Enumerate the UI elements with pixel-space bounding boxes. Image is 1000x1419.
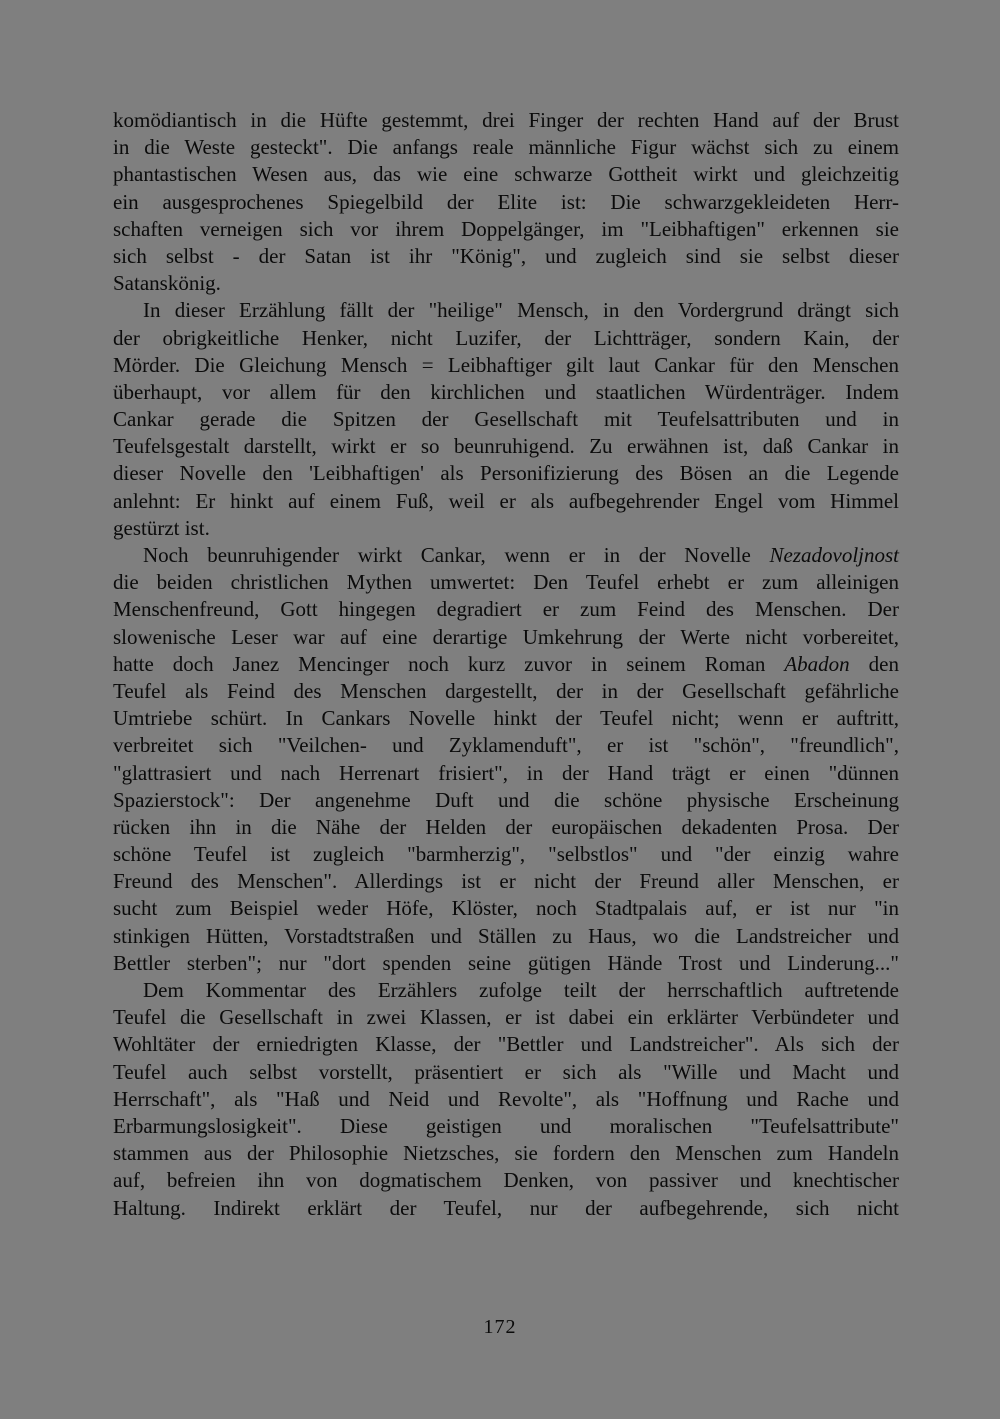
text-line: Umtriebe schürt. In Cankars Novelle hinkt der Teufel nicht; wenn er auftritt, [113,706,899,731]
text-segment: hatte doch Janez Mencinger noch kurz zuvor in seinem Roman [113,651,785,676]
text-line: komödiantisch in die Hüfte gestemmt, drei Finger der rechten Hand auf der Brust [113,108,899,132]
text-line: gestürzt ist. [113,515,210,540]
text-line: Teufel die Gesellschaft in zwei Klassen, er ist dabei ein erklärter Verbündeter und [113,1005,899,1030]
text-segment: den [849,651,899,676]
page-number: 172 [483,1316,517,1338]
text-line: schaften verneigen sich vor ihrem Doppelgänger, im "Leibhaftigen" erkennen sie [113,216,899,241]
text-line: Spazierstock": Der angenehme Duft und die schöne physische Erscheinung [113,787,899,812]
text-line: Teufelsgestalt darstellt, wirkt er so beunruhigend. Zu erwähnen ist, daß Cankar in [113,434,899,459]
text-line: die beiden christlichen Mythen umwertet: Den Teufel erhebt er zum alleinigen [113,570,899,595]
text-line: Freund des Menschen". Allerdings ist er nicht der Freund aller Menschen, er [113,869,899,894]
text-line: "glattrasiert und nach Herrenart frisiert", in der Hand trägt er einen "dünnen [113,760,899,785]
text-line: Mörder. Die Gleichung Mensch = Leibhaftiger gilt laut Cankar für den Menschen [113,352,899,377]
text-line: stammen aus der Philosophie Nietzsches, sie fordern den Menschen zum Handeln [113,1141,899,1166]
text-line: sucht zum Beispiel weder Höfe, Klöster, noch Stadtpalais auf, er ist nur "in [113,896,899,921]
text-line: Teufel als Feind des Menschen dargestellt, der in der Gesellschaft gefährliche [113,678,899,703]
text-line: In dieser Erzählung fällt der "heilige" Mensch, in den Vordergrund drängt sich [143,298,899,323]
text-line: slowenische Leser war auf eine derartige Umkehrung der Werte nicht vorbereitet, [113,624,899,649]
text-line: der obrigkeitliche Henker, nicht Luzifer, der Lichtträger, sondern Kain, der [113,325,899,350]
text-line: Wohltäter der erniedrigten Klasse, der "Bettler und Landstreicher". Als sich der [113,1032,899,1057]
text-line: Haltung. Indirekt erklärt der Teufel, nur der aufbegehrende, sich nicht [113,1195,899,1220]
text-line: rücken ihn in die Nähe der Helden der europäischen dekadenten Prosa. Der [113,814,899,839]
text-line [113,542,899,569]
text-line: Bettler sterben"; nur "dort spenden seine gütigen Hände Trost und Linderung..." [113,950,899,975]
text-line: stinkigen Hütten, Vorstadtstraßen und Ställen zu Haus, wo die Landstreicher und [113,923,899,948]
text-line: auf, befreien ihn von dogmatischem Denken, von passiver und knechtischer [113,1168,899,1193]
text-line: Menschenfreund, Gott hingegen degradiert er zum Feind des Menschen. Der [113,597,899,622]
text-segment: Noch beunruhigender wirkt Cankar, wenn er in der Novelle [143,543,770,567]
text-line: sich selbst - der Satan ist ihr "König", und zugleich sind sie selbst dieser [113,243,899,268]
text-line: Erbarmungslosigkeit". Diese geistigen und moralischen "Teufelsattribute" [113,1113,899,1138]
text-line: in die Weste gesteckt". Die anfangs reale männliche Figur wächst sich zu einem [113,135,899,160]
text-line: Satanskönig. [113,271,221,296]
text-line: dieser Novelle den 'Leibhaftigen' als Personifizierung des Bösen an die Legende [113,461,899,486]
text-line: anlehnt: Er hinkt auf einem Fuß, weil er als aufbegehrender Engel vom Himmel [113,488,899,513]
text-line: ein ausgesprochenes Spiegelbild der Elite ist: Die schwarzgekleideten Herr- [113,189,899,214]
italic-title: Nezadovoljnost [769,543,899,567]
text-line: verbreitet sich "Veilchen- und Zyklamenduft", er ist "schön", "freundlich", [113,733,899,758]
italic-title: Abadon [784,651,850,676]
text-line: Herrschaft", als "Haß und Neid und Revolte", als "Hoffnung und Rache und [113,1086,899,1111]
text-line: schöne Teufel ist zugleich "barmherzig", "selbstlos" und "der einzig wahre [113,842,899,867]
text-line: Cankar gerade die Spitzen der Gesellschaft mit Teufelsattributen und in [113,407,899,432]
text-line: phantastischen Wesen aus, das wie eine schwarze Gottheit wirkt und gleichzeitig [113,162,899,187]
text-line [113,651,899,678]
text-line: Teufel auch selbst vorstellt, präsentiert er sich als "Wille und Macht und [113,1059,899,1084]
text-line: überhaupt, vor allem für den kirchlichen und staatlichen Würdenträger. Indem [113,379,899,404]
text-line: Dem Kommentar des Erzählers zufolge teilt der herrschaftlich auftretende [143,978,899,1002]
body-text [113,107,899,1222]
